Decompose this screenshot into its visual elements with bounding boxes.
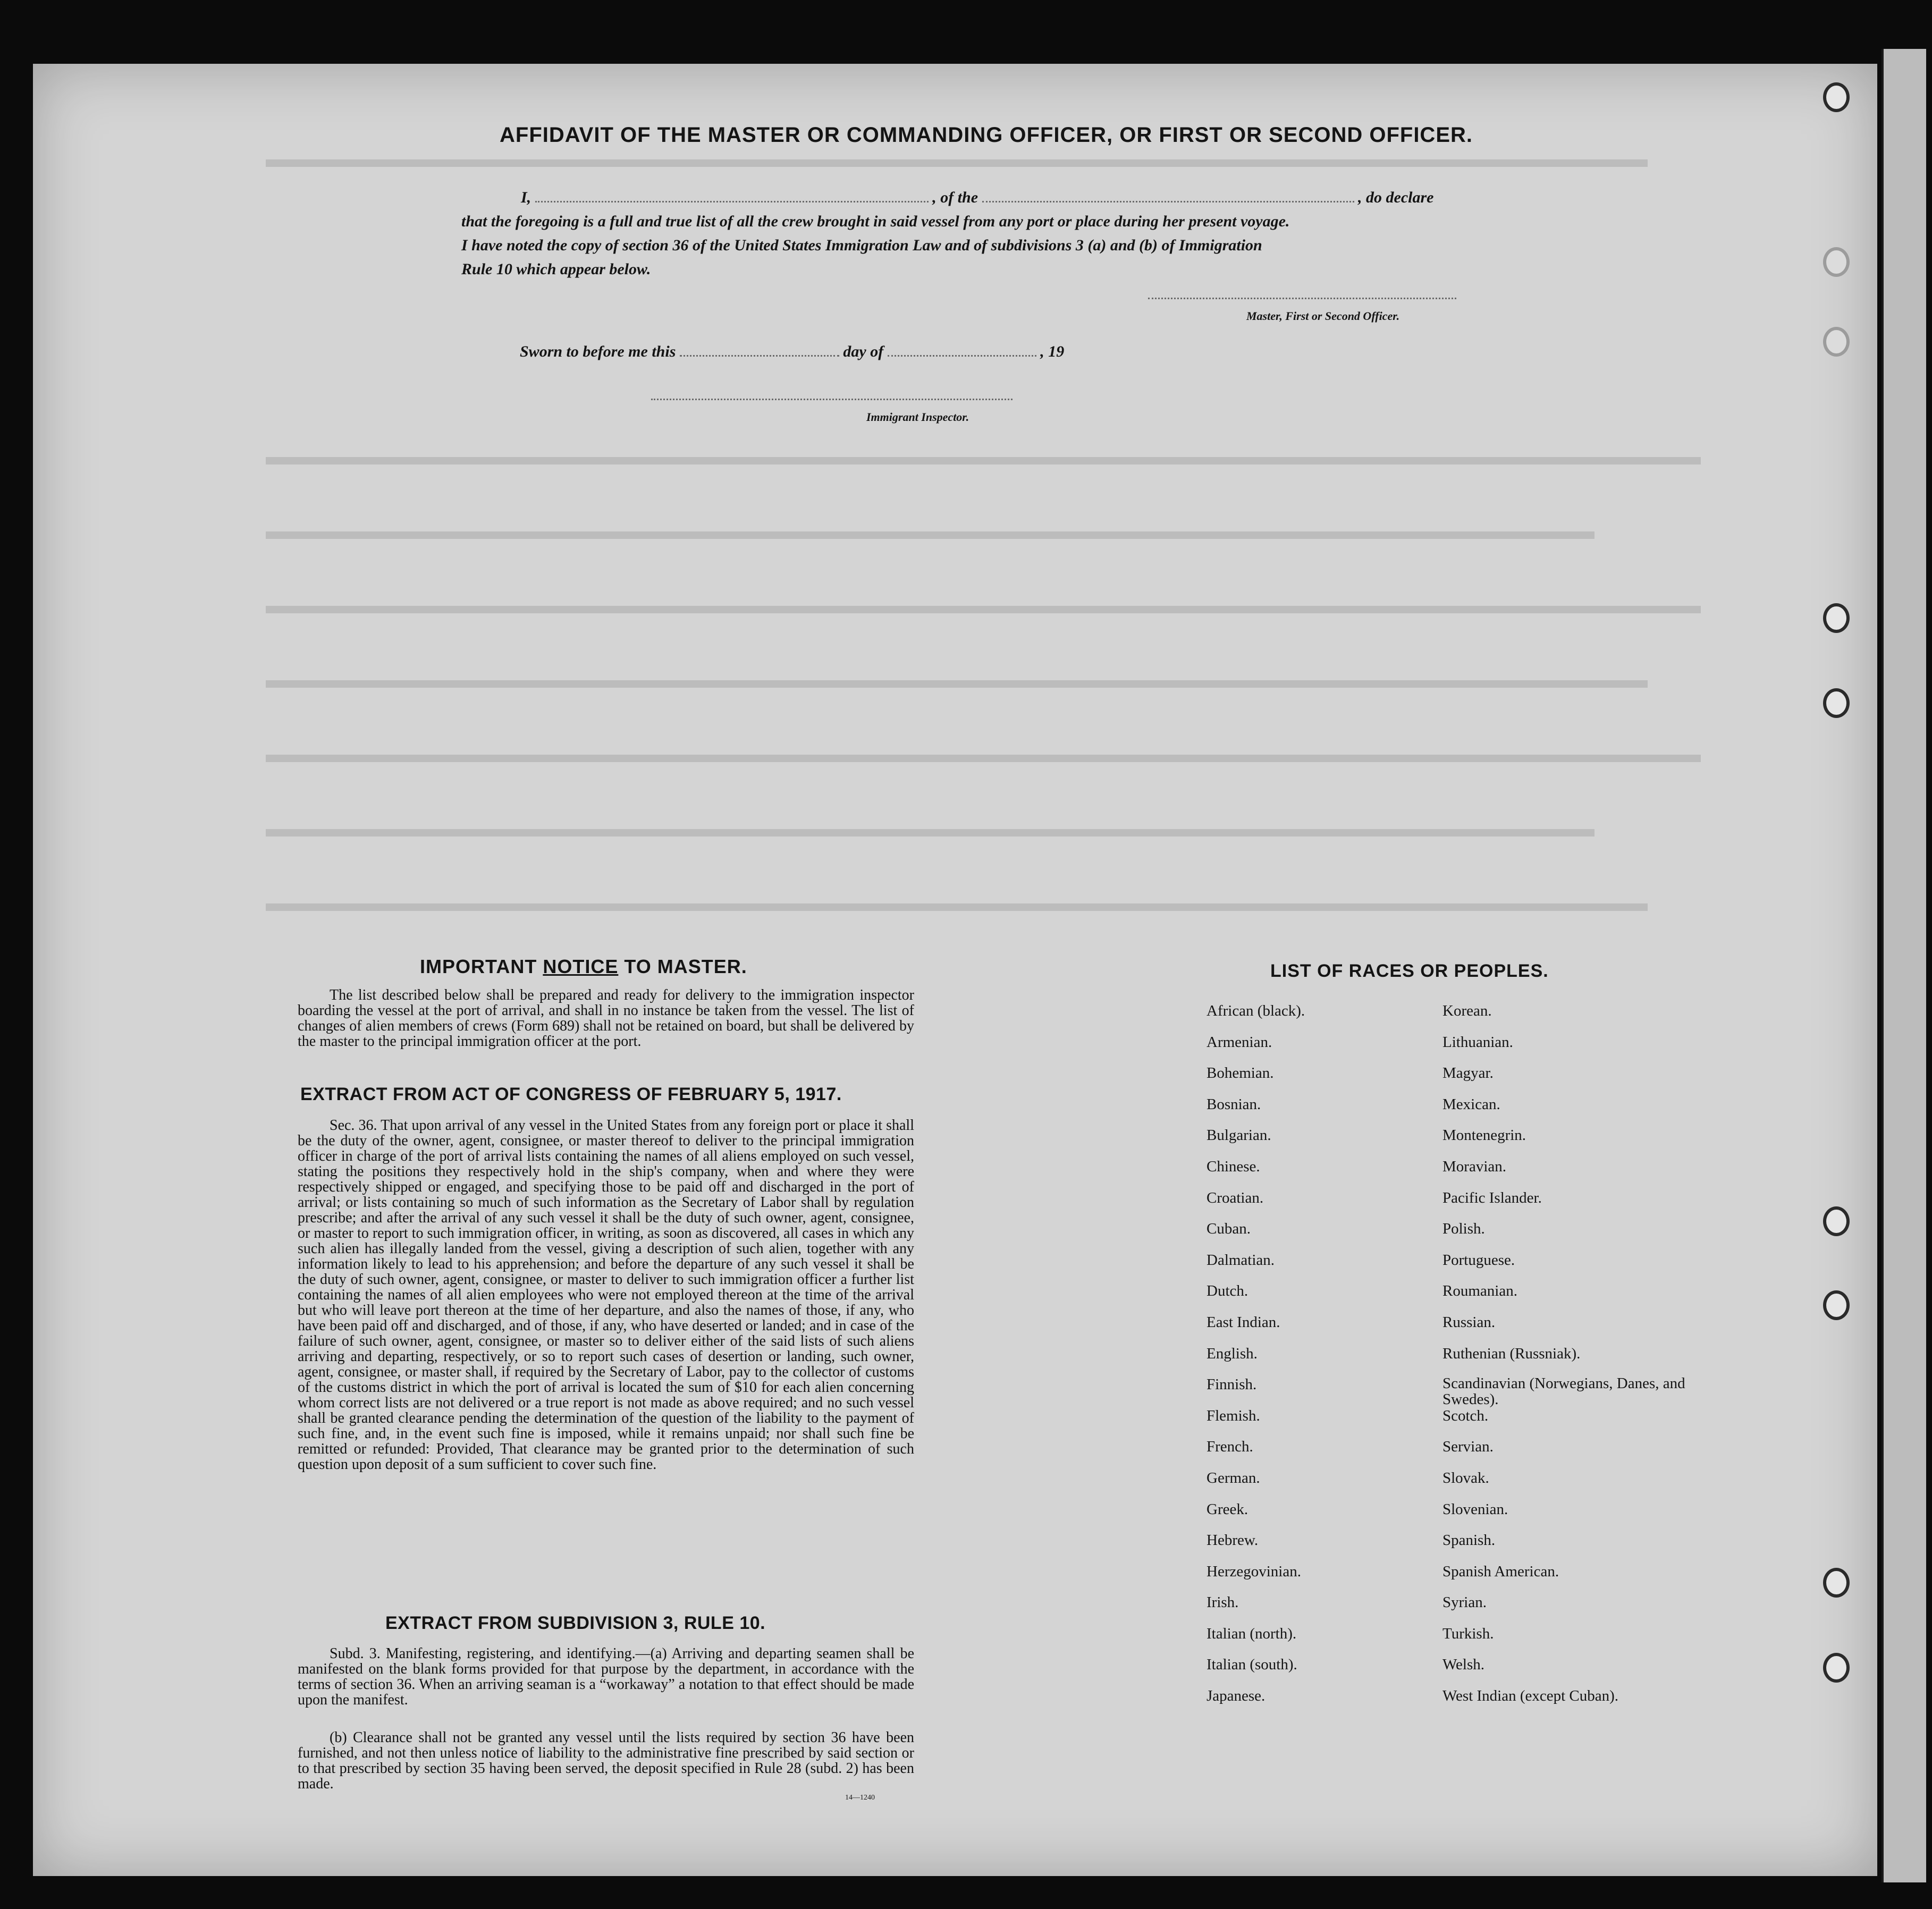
punch-hole <box>1823 247 1850 277</box>
race-item: Roumanian. <box>1442 1282 1517 1300</box>
race-item: Spanish American. <box>1442 1562 1559 1580</box>
act-heading: EXTRACT FROM ACT OF CONGRESS OF FEBRUARY 5, 1917. <box>300 1084 842 1104</box>
race-item: English. <box>1207 1345 1258 1362</box>
race-item: Korean. <box>1442 1002 1492 1019</box>
races-right-column <box>1442 1002 1708 1718</box>
race-item: West Indian (except Cuban). <box>1442 1687 1619 1705</box>
punch-hole <box>1823 1653 1850 1683</box>
race-item: Chinese. <box>1207 1158 1260 1175</box>
inspector-signature-line <box>651 399 1013 400</box>
race-item: Cuban. <box>1207 1220 1251 1238</box>
race-item: Herzegovinian. <box>1207 1562 1301 1580</box>
race-item: East Indian. <box>1207 1313 1280 1331</box>
race-item: Polish. <box>1442 1220 1485 1238</box>
race-item: Japanese. <box>1207 1687 1265 1705</box>
sworn-text: Sworn to before me this <box>520 343 676 360</box>
race-item: Turkish. <box>1442 1625 1494 1642</box>
notice-title-underlined: NOTICE <box>543 956 619 977</box>
races-title: LIST OF RACES OR PEOPLES. <box>1270 961 1549 981</box>
underlying-sheet-edge <box>1882 49 1926 1882</box>
race-item: Dalmatian. <box>1207 1251 1275 1269</box>
day-of-text: day of <box>843 343 884 360</box>
race-item: Scotch. <box>1442 1407 1489 1424</box>
race-item: Bohemian. <box>1207 1065 1274 1082</box>
race-item: German. <box>1207 1469 1260 1486</box>
affidavit-i: I, <box>521 189 531 206</box>
punch-hole <box>1823 1206 1850 1236</box>
race-item: Finnish. <box>1207 1376 1257 1393</box>
master-signature-line <box>1148 298 1456 299</box>
punch-hole <box>1823 688 1850 718</box>
rule-heading: EXTRACT FROM SUBDIVISION 3, RULE 10. <box>385 1613 766 1633</box>
race-item: Slovak. <box>1442 1469 1489 1486</box>
punch-hole <box>1823 1290 1850 1320</box>
affidavit-title: AFFIDAVIT OF THE MASTER OR COMMANDING OFFICER, OR FIRST OR SECOND OFFICER. <box>500 123 1473 147</box>
race-item: Slovenian. <box>1442 1500 1508 1518</box>
race-item: Bosnian. <box>1207 1095 1261 1113</box>
punch-hole <box>1823 603 1850 633</box>
punch-hole <box>1823 1568 1850 1598</box>
race-item: Dutch. <box>1207 1282 1248 1300</box>
master-signature-label: Master, First or Second Officer. <box>1246 309 1400 323</box>
punch-hole <box>1823 82 1850 112</box>
notice-paragraph: The list described below shall be prepared and ready for delivery to the immigration inspector boarding the vessel at the port of arrival, and shall in no instance be taken from the vessel. The list of changes of alien members of crews (Form 689) shall not be retained on board, but shall be delivered by the master to the principal immigration officer at the port. <box>298 987 914 1050</box>
race-item: Magyar. <box>1442 1065 1494 1082</box>
race-item: Greek. <box>1207 1500 1248 1518</box>
race-item: Spanish. <box>1442 1532 1496 1549</box>
race-item: Bulgarian. <box>1207 1127 1271 1144</box>
race-item: Ruthenian (Russniak). <box>1442 1345 1581 1362</box>
race-item: Moravian. <box>1442 1158 1506 1175</box>
day-blank <box>680 355 839 357</box>
race-item: Hebrew. <box>1207 1532 1259 1549</box>
rule-para-b: (b) Clearance shall not be granted any vessel until the lists required by section 36 have been furnished, and not then unless notice of liability to the administrative fine prescribed by said section or to that prescribed by section 35 having been served, the deposit specified in Rule 28 (subd. 2) has been made. <box>298 1729 914 1792</box>
affidavit-line-4: Rule 10 which appear below. <box>461 260 651 278</box>
vessel-name-blank <box>982 201 1354 202</box>
notice-title <box>420 956 747 978</box>
notice-title-prefix: IMPORTANT <box>420 956 537 977</box>
officer-name-blank <box>535 201 929 202</box>
race-item: Lithuanian. <box>1442 1033 1513 1051</box>
race-item: French. <box>1207 1438 1253 1456</box>
rule-para-a: Subd. 3. Manifesting, registering, and identifying.—(a) Arriving and departing seamen shall be manifested on the blank forms provided for that purpose by the department, in accordance with the terms of section 36. When an arriving seaman is a “workaway” a notation to that effect should be made upon the manifest. <box>298 1645 914 1708</box>
race-item: Russian. <box>1442 1313 1496 1331</box>
race-item: Italian (north). <box>1207 1625 1297 1642</box>
race-item: Croatian. <box>1207 1189 1264 1206</box>
notice-title-suffix: TO MASTER. <box>624 956 747 977</box>
race-item: Syrian. <box>1442 1594 1487 1611</box>
race-item: Italian (south). <box>1207 1656 1297 1674</box>
form-number: 14—1240 <box>845 1794 875 1802</box>
month-blank <box>888 355 1036 357</box>
year-text: , 19 <box>1040 343 1065 360</box>
affidavit-declare: , do declare <box>1358 189 1434 206</box>
act-paragraph: Sec. 36. That upon arrival of any vessel in the United States from any foreign port or place it shall be the duty of the owner, agent, consignee, or master thereof to deliver to the principal immigration officer in charge of the port of arrival lists containing the names of all aliens employed on such vessel, stating the positions they respectively hold in the ship's company, when and where they were respectively shipped or engaged, and specifying those to be paid off and discharged in the port of arrival; or lists containing so much of such information as the Secretary of Labor shall by regulation prescribe; and after the arrival of any such vessel it shall be the duty of such owner, agent, consignee, or master to report to such immigration officer, in writing, as soon as discovered, all cases in which any such alien has illegally landed from the vessel, giving a description of such alien, together with any information likely to lead to his apprehension; and before the departure of any such vessel it shall be the duty of such owner, agent, consignee, or master to deliver to such immigration officer a further list containing the names of all alien employees who were not employed thereon at the time of the arrival but who will leave port thereon at the time of her departure, and also the names of those, if any, who have been paid off and discharged, and of those, if any, who have deserted or landed; and in case of the failure of such owner, agent, consignee, or master so to deliver either of the said lists of such aliens arriving and departing, respectively, or so to report such cases of desertion or landing, such owner, agent, consignee, or master shall, if required by the Secretary of Labor, pay to the collector of customs of the customs district in which the port of arrival is located the sum of $10 for each alien concerning whom correct lists are not delivered or a true report is not made as above required; and no such vessel shall be granted clearance pending the determination of the question of the liability to the payment of such fine, and, in the event such fine is imposed, while it remains unpaid; nor shall such fine be remitted or refunded: Provided, That clearance may be granted prior to the determination of such question upon deposit of a sum sufficient to cover such fine. <box>298 1117 914 1473</box>
race-item: Servian. <box>1442 1438 1494 1456</box>
race-item: Welsh. <box>1442 1656 1485 1674</box>
race-item: Montenegrin. <box>1442 1127 1526 1144</box>
race-item: Armenian. <box>1207 1033 1272 1051</box>
affidavit-line-3: I have noted the copy of section 36 of the United States Immigration Law and of subdivisions 3 (a) and (b) of Immigration <box>461 236 1262 254</box>
affidavit-of-the: , of the <box>932 189 978 206</box>
affidavit-line-1 <box>521 189 1433 207</box>
inspector-signature-label: Immigrant Inspector. <box>866 410 969 424</box>
race-item: Pacific Islander. <box>1442 1189 1542 1206</box>
affidavit-line-2: that the foregoing is a full and true list of all the crew brought in said vessel from any port or place during her present voyage. <box>461 213 1290 230</box>
race-item: Irish. <box>1207 1594 1239 1611</box>
race-item: Mexican. <box>1442 1095 1500 1113</box>
race-item: Scandinavian (Norwegians, Danes, and Swedes). <box>1442 1375 1685 1408</box>
sworn-line <box>520 343 1064 361</box>
punch-hole <box>1823 327 1850 357</box>
race-item: Flemish. <box>1207 1407 1260 1424</box>
races-left-column <box>1207 1002 1472 1718</box>
race-item: Portuguese. <box>1442 1251 1515 1269</box>
race-item: African (black). <box>1207 1002 1305 1019</box>
